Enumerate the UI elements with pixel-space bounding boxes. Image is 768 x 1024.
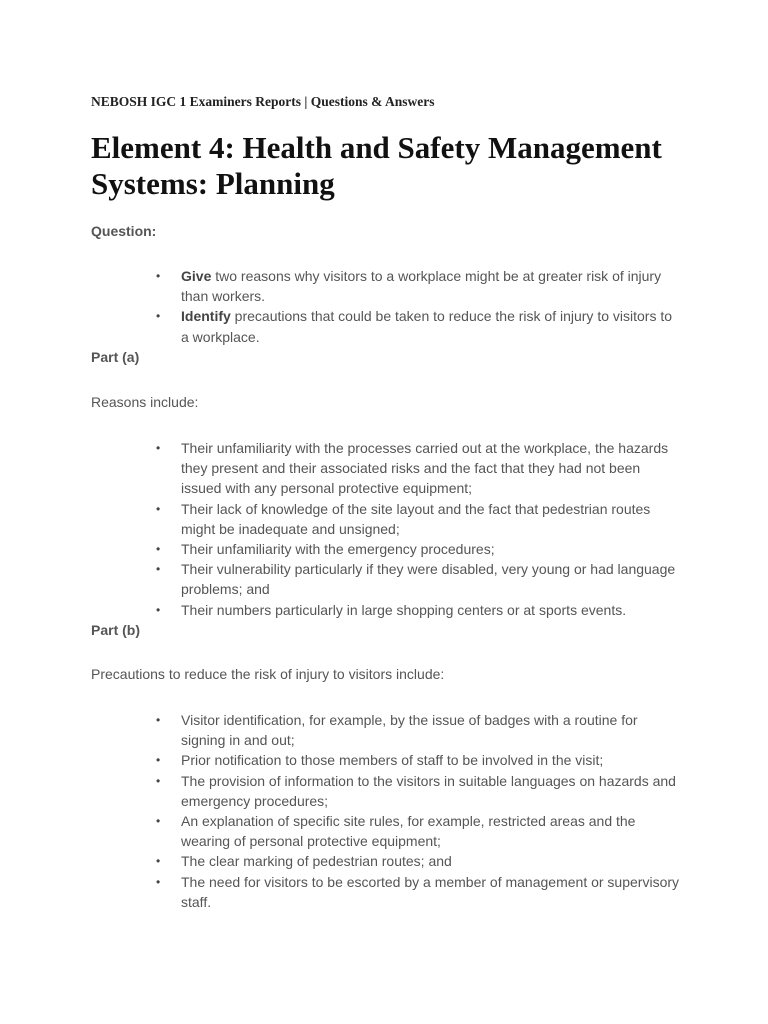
- bullet-icon: •: [156, 269, 161, 283]
- part-a-label: Part (a): [91, 349, 140, 365]
- part-b-list: [91, 710, 691, 912]
- list-item-text: An explanation of specific site rules, for example, restricted areas and the wearing of personal protective equipment;: [181, 813, 636, 850]
- bullet-icon: •: [156, 814, 161, 829]
- list-item: [91, 266, 681, 306]
- part-a-intro: Reasons include:: [91, 394, 199, 410]
- question-list: [91, 266, 691, 347]
- list-item-text: Their lack of knowledge of the site layout and the fact that pedestrian routes might be inadequate and unsigned;: [181, 500, 651, 537]
- bullet-icon: •: [156, 441, 161, 455]
- question-label: Question:: [91, 223, 157, 239]
- list-item: [91, 771, 681, 811]
- question-text: two reasons why visitors to a workplace might be at greater risk of injury than workers.: [181, 268, 662, 305]
- list-item-text: The need for visitors to be escorted by a member of management or supervisory staff.: [181, 873, 680, 910]
- part-b-intro: Precautions to reduce the risk of injury to visitors include:: [91, 666, 445, 682]
- list-item: [91, 600, 681, 620]
- list-item: [91, 306, 681, 346]
- bullet-icon: •: [156, 542, 161, 557]
- list-item-text: The clear marking of pedestrian routes; and: [181, 853, 452, 870]
- bullet-icon: •: [156, 854, 161, 869]
- bullet-icon: •: [156, 309, 161, 324]
- list-item: [91, 438, 681, 499]
- page-title: Element 4: Health and Safety Management Systems: Planning: [91, 130, 662, 201]
- bullet-icon: •: [156, 713, 161, 727]
- bullet-icon: •: [156, 501, 161, 516]
- bullet-icon: •: [156, 602, 161, 617]
- bullet-icon: •: [156, 773, 161, 788]
- list-item: [91, 750, 681, 770]
- list-item-text: Their numbers particularly in large shopping centers or at sports events.: [181, 601, 627, 618]
- list-item: [91, 499, 681, 539]
- question-verb: Give: [181, 268, 212, 284]
- question-verb: Identify: [181, 308, 231, 325]
- list-item-text: The provision of information to the visitors in suitable languages on hazards and emergency procedures;: [181, 772, 676, 809]
- bullet-icon: •: [156, 874, 161, 889]
- bullet-icon: •: [156, 562, 161, 577]
- list-item: [91, 851, 681, 871]
- list-item: [91, 710, 681, 750]
- list-item-text: Prior notification to those members of staff to be involved in the visit;: [181, 752, 604, 769]
- question-text: precautions that could be taken to reduce the risk of injury to visitors to a workplace.: [181, 308, 673, 345]
- list-item-text: Their unfamiliarity with the processes carried out at the workplace, the hazards they present and their associated risks and the fact that they had not been issued with any personal protective equipment;: [181, 440, 669, 497]
- list-item-text: Their vulnerability particularly if they were disabled, very young or had language problems; and: [181, 561, 676, 598]
- list-item-text: Visitor identification, for example, by the issue of badges with a routine for signing in and out;: [181, 712, 638, 749]
- part-a-list: [91, 438, 691, 620]
- list-item: [91, 559, 681, 599]
- list-item-text: Their unfamiliarity with the emergency procedures;: [181, 541, 495, 558]
- list-item: [91, 811, 681, 851]
- list-item: [91, 539, 681, 559]
- part-b-label: Part (b): [91, 622, 140, 638]
- list-item: [91, 872, 681, 912]
- bullet-icon: •: [156, 753, 161, 768]
- document-kicker: NEBOSH IGC 1 Examiners Reports | Questions & Answers: [91, 94, 435, 109]
